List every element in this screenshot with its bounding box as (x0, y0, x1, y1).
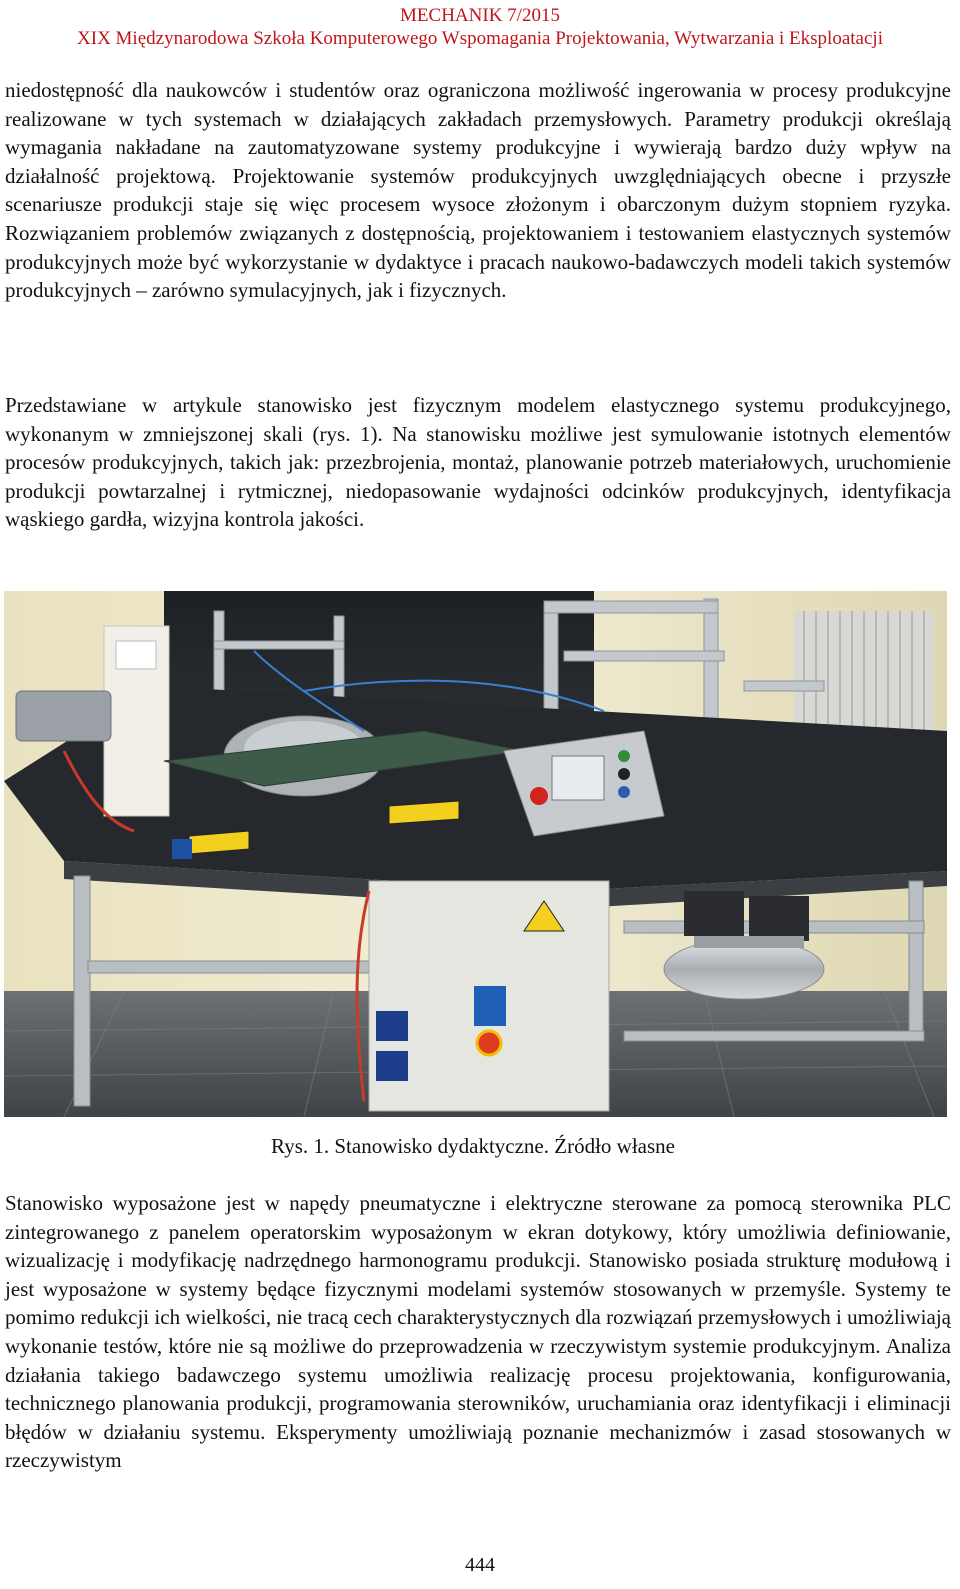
body-paragraph-1: niedostępność dla naukowców i studentów oraz ograniczona możliwość ingerowania w procesy produkcyjne realizowane w tych systemach w działających zakładach przemysłowych. Parametry produkcji określają wymagania nakładane na zautomatyzowane systemy produkcyjne i wywierają bardzo duży wpływ na działalność projektową. Projektowanie systemów produkcyjnych uwzględniających obecne i przyszłe scenariusze produkcji staje się więc procesem wysoce złożonym i obarczonym dużym stopniem ryzyka. Rozwiązaniem problemów związanych z dostępnością, projektowaniem i testowaniem elastycznych systemów produkcyjnych może być wykorzystanie w dydaktyce i pracach naukowo-badawczych modeli takich systemów produkcyjnych – zarówno symulacyjnych, jak i fizycznych. (5, 78, 951, 303)
electric-motor (16, 691, 111, 741)
figure-photo (4, 591, 947, 1117)
production-station-photo (4, 591, 947, 1117)
body-paragraph-2: Przedstawiane w artykule stanowisko jest fizycznym modelem elastycznego systemu produkcyjnego, wykonanym w zmniejszonej skali (rys. 1). Na stanowisku możliwe jest symulowanie istotnych elementów procesów produkcyjnych, takich jak: przezbrojenia, montaż, planowanie potrzeb materiałowych, uruchomienie produkcji powtarzalnej i rytmicznej, niedopasowanie wydajności odcinków produkcyjnych, identyfikacja wąskiego gardła, wizyjna kontrola jakości. (5, 393, 951, 532)
body-paragraph-3: Stanowisko wyposażone jest w napędy pneumatyczne i elektryczne sterowane za pomocą sterownika PLC zintegrowanego z panelem operatorskim wyposażonym w ekran dotykowy, który umożliwia definiowanie, wizualizację i modyfikację nadrzędnego harmonogramu produkcji. Stanowisko posiada strukturę modułową i jest wyposażone w systemy będące fizycznymi modelami systemów stosowanych w przemyśle. Systemy te pomimo redukcji ich wielkości, nie tracą cech charakterystycznych dla rozwiązań przemysłowych i umożliwiają wykonanie testów, które nie są możliwe do przeprowadzenia w rzeczywistym systemie produkcyjnym. Analiza działania takiego badawczego systemu umożliwia realizację procesu projektowania, konfigurowania, technicznego planowania produkcji, programowania sterowników, uruchamiania oraz identyfikacji i eliminacji błędów w działaniu systemu. Eksperymenty umożliwiają poznanie mechanizmów i zasad stosowanych w rzeczywistym (5, 1191, 951, 1473)
main-switch-sign (474, 986, 506, 1026)
emergency-stop (530, 787, 548, 805)
page-number: 444 (465, 1554, 495, 1576)
conference-title: XIX Międzynarodowa Szkoła Komputerowego Wspomagania Projektowania, Wytwarzania i Eksploatacji (77, 28, 883, 49)
journal-issue: MECHANIK 7/2015 (400, 5, 560, 26)
running-header (0, 4, 960, 50)
figure-caption: Rys. 1. Stanowisko dydaktyczne. Źródło własne (271, 1134, 675, 1158)
